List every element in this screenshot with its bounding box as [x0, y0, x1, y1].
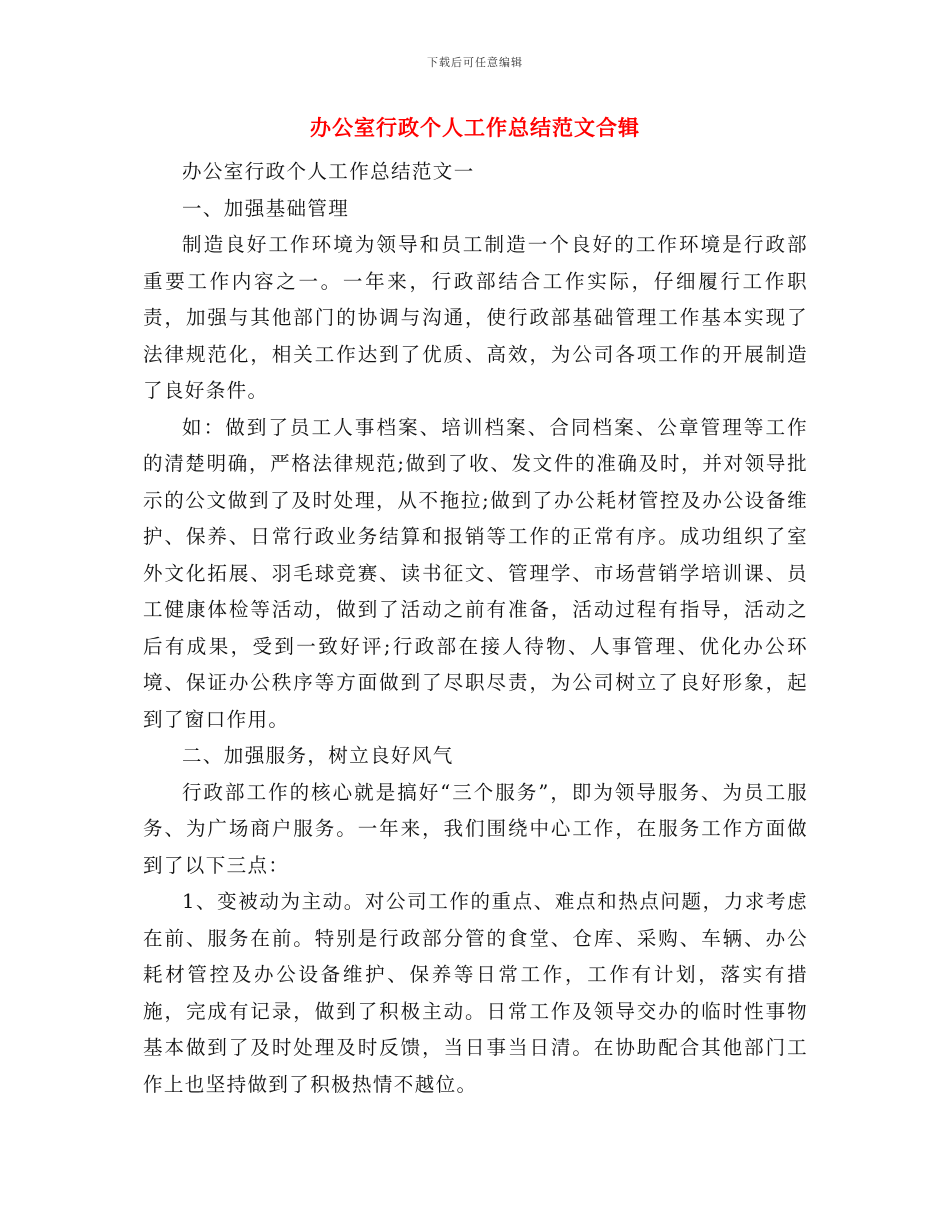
paragraph: 制造良好工作环境为领导和员工制造一个良好的工作环境是行政部重要工作内容之一。一年来，行政部结合工作实际，仔细履行工作职责，加强与其他部门的协调与沟通，使行政部基础管理工作基本实现了法律规范化，相关工作达到了优质、高效，为公司各项工作的开展制造了良好条件。: [143, 233, 808, 402]
document-title: 办公室行政个人工作总结范文合辑: [310, 115, 640, 140]
section-heading-2: 二、加强服务，树立良好风气: [182, 744, 454, 767]
paragraph-subtitle: 办公室行政个人工作总结范文一: [182, 160, 475, 183]
header-note: 下载后可任意编辑: [427, 56, 523, 69]
document-body: [143, 154, 808, 1103]
paragraph: 1、变被动为主动。对公司工作的重点、难点和热点问题，力求考虑在前、服务在前。特别是行政部分管的食堂、仓库、采购、车辆、办公耗材管控及办公设备维护、保养等日常工作，工作有计划，落实有措施，完成有记录，做到了积极主动。日常工作及领导交办的临时性事物基本做到了及时处理及时反馈，当日事当日清。在协助配合其他部门工作上也坚持做到了积极热情不越位。: [143, 890, 808, 1096]
section-heading-1: 一、加强基础管理: [182, 196, 350, 220]
paragraph: 如：做到了员工人事档案、培训档案、合同档案、公章管理等工作的清楚明确，严格法律规范;做到了收、发文件的准确及时，并对领导批示的公文做到了及时处理，从不拖拉;做到了办公耗材管控及办公设备维护、保养、日常行政业务结算和报销等工作的正常有序。成功组织了室外文化拓展、羽毛球竞赛、读书征文、管理学、市场营销学培训课、员工健康体检等活动，做到了活动之前有准备，活动过程有指导，活动之后有成果，受到一致好评;行政部在接人待物、人事管理、优化办公环境、保证办公秩序等方面做到了尽职尽责，为公司树立了良好形象，起到了窗口作用。: [143, 415, 808, 731]
paragraph: 行政部工作的核心就是搞好“三个服务”，即为领导服务、为员工服务、为广场商户服务。一年来，我们围绕中心工作，在服务工作方面做到了以下三点：: [143, 780, 808, 877]
